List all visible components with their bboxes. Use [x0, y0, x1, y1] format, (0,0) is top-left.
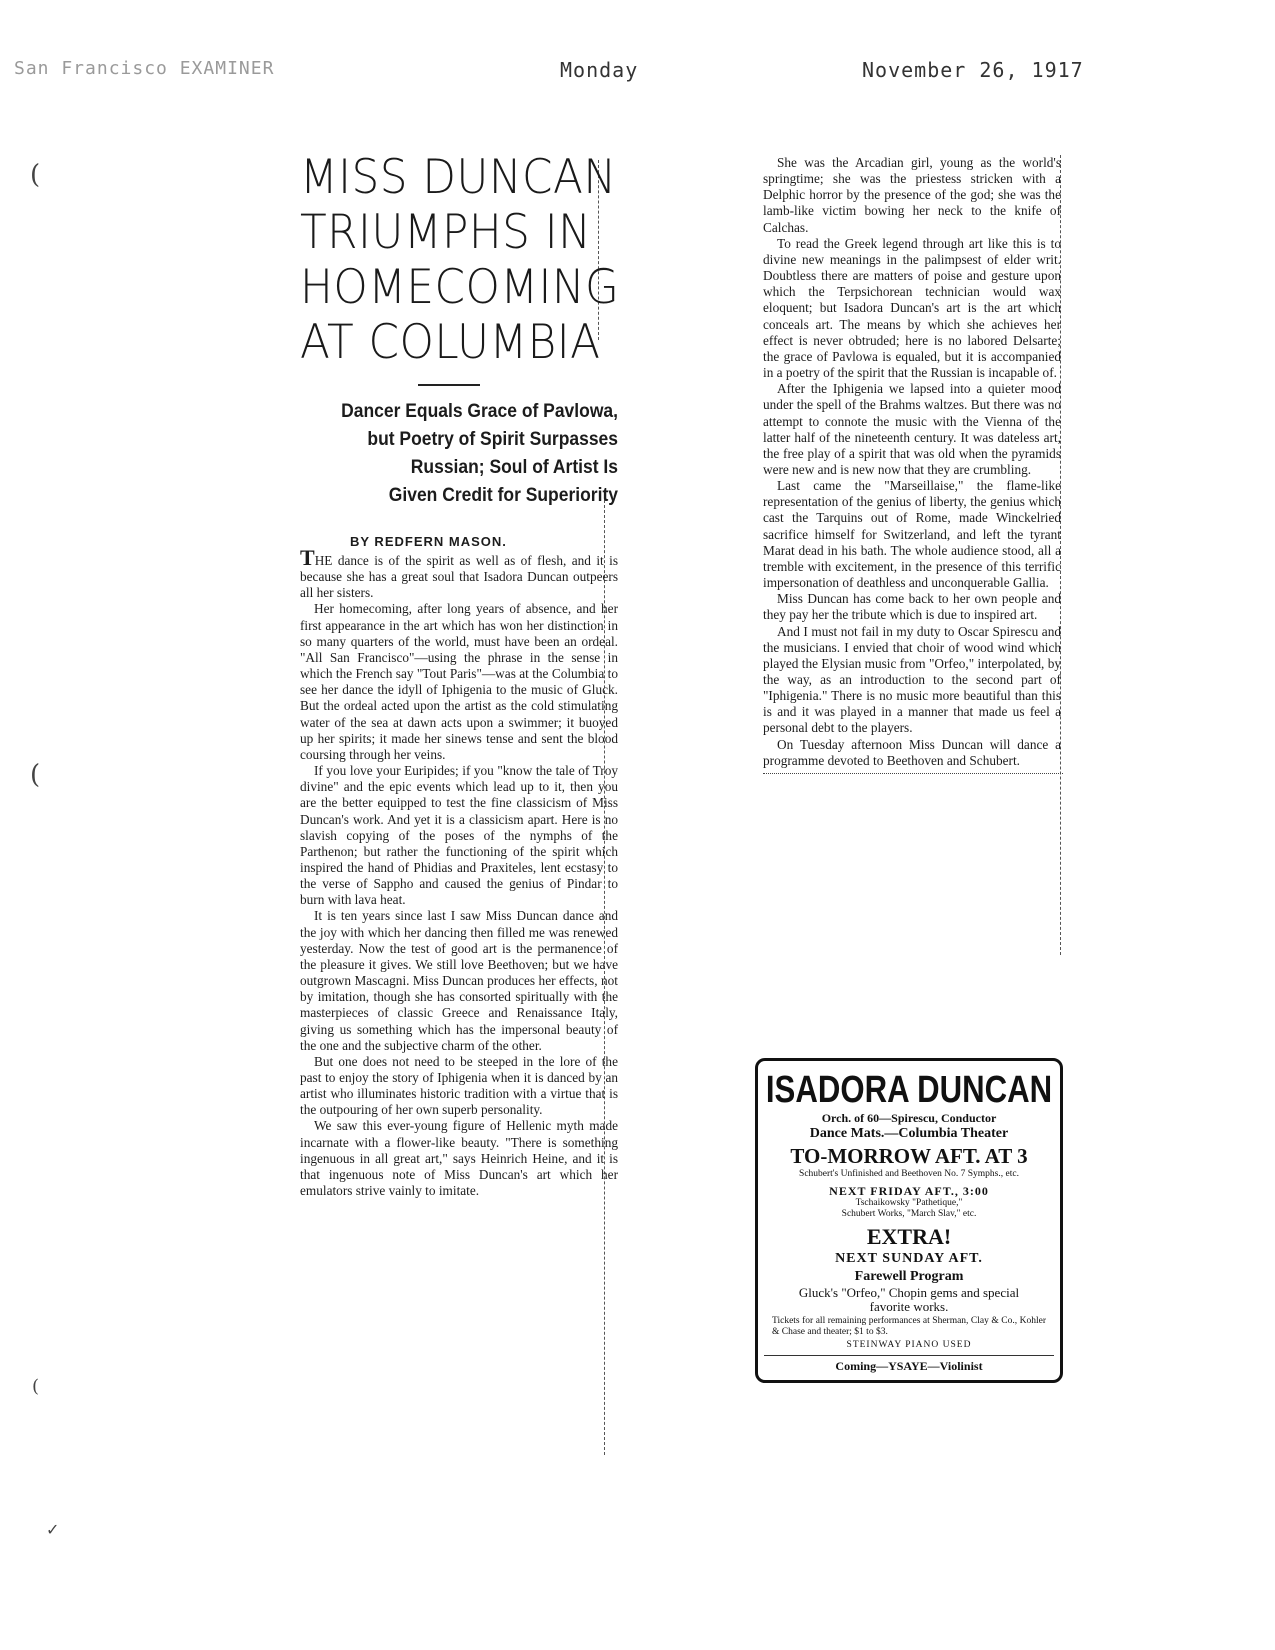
- ad-title: ISADORA DUNCAN: [765, 1069, 1053, 1111]
- scan-mark: (: [32, 1376, 40, 1397]
- article-paragraph: Her homecoming, after long years of absence, and her first appearance in the art which has won her distinction in so many quarters of the world, must have been an ordeal. "All San Francisco"—using the phrase in the sense in which the French say "Tout Paris"—was at the Columbia to see her dance the idyll of Iphigenia to the music of Gluck. But the ordeal acted upon the artist as the cold stimulating water of the sea at dawn acts upon a swimmer; it buoyed up her spirits; it made her sinews tense and sent the blood coursing through her veins.: [300, 601, 618, 762]
- drop-cap: T: [300, 545, 315, 570]
- ad-orchestra: Orch. of 60—Spirescu, Conductor: [821, 1111, 997, 1125]
- article-left-column: [300, 150, 618, 1199]
- subhead-line: Russian; Soul of Artist Is: [410, 457, 618, 478]
- article-body-left: [300, 545, 618, 1199]
- subheadline: [325, 398, 618, 510]
- newspaper-source: San Francisco EXAMINER: [14, 58, 275, 79]
- article-paragraph: Miss Duncan has come back to her own people and they pay her the tribute which is due to inspired art.: [763, 591, 1061, 623]
- article-paragraph: To read the Greek legend through art like this is to divine new meanings in the palimpsest of elder writ. Doubtless there are matters of poise and gesture upon which the Terpsichorean technician would wax eloquent; but Isadora Duncan's art is the art which conceals art. The means by which she achieves her effect is never obtruded; here is no labored Delsarte; the grace of Pavlowa is equaled, but it is accompanied in a poetry of the spirit that the Russian is incapable of.: [763, 235, 1061, 381]
- ad-next-friday: NEXT FRIDAY AFT., 3:00: [829, 1184, 989, 1198]
- article-paragraph: She was the Arcadian girl, young as the world's springtime; she was the priestess stricken with a Delphic horror by the presence of the god; she was the lamb-like victim bowing her neck to the knife of Calchas.: [763, 155, 1061, 235]
- ad-sunday-program: Gluck's "Orfeo," Chopin gems and special favorite works.: [798, 1285, 1020, 1314]
- subhead-line: but Poetry of Spirit Surpasses: [367, 429, 618, 450]
- byline: BY REDFERN MASON.: [350, 534, 507, 549]
- ad-tomorrow: TO-MORROW AFT. AT 3: [790, 1144, 1028, 1168]
- article-paragraph: THE dance is of the spirit as well as of flesh, and it is because she has a great soul that Isadora Duncan outpeers all her sisters.: [300, 545, 618, 601]
- ad-tickets: Tickets for all remaining performances at Sherman, Clay & Co., Kohler & Chase and theater; $1 to $3.: [772, 1316, 1046, 1337]
- scan-mark: (: [30, 760, 41, 790]
- article-paragraph: Last came the "Marseillaise," the flame-like representation of the genius of liberty, the genius which cast the Tarquins out of Rome, made Winckelried sacrifice himself for Switzerland, and left the tyrant Marat dead in his bath. The whole audience stood, all a tremble with excitement, in the presence of this terrific impersonation of deathless and unconquerable Gallia.: [763, 478, 1061, 591]
- headline-line: MISS DUNCAN: [300, 150, 617, 205]
- concert-advertisement: [755, 1058, 1063, 1383]
- article-paragraph: We saw this ever-young figure of Hellenic myth made incarnate with a flower-like beauty. "There is something ingenuous in all great art," says Heinrich Heine, and it is that ingenuous note of Miss Duncan's art which her emulators strive vainly to imitate.: [300, 1118, 618, 1199]
- subhead-line: Given Credit for Superiority: [388, 485, 618, 506]
- ad-coming: Coming—YSAYE—Violinist: [764, 1355, 1054, 1374]
- article-paragraph: And I must not fail in my duty to Oscar Spirescu and the musicians. I envied that choir of wood wind which played the Elysian music from "Orfeo," interpolated, by the way, as an introduction to the second part of "Iphigenia." There is no music more beautiful than this is and it was played in a manner that made us feel a personal debt to the players.: [763, 623, 1061, 736]
- headline-line: HOMECOMING: [300, 260, 620, 315]
- headline-line: TRIUMPHS IN: [300, 205, 592, 260]
- ad-friday-program: Tschaikowsky "Pathetique,": [855, 1198, 963, 1208]
- ad-next-sunday: NEXT SUNDAY AFT.: [835, 1251, 983, 1266]
- article-paragraph: It is ten years since last I saw Miss Duncan dance and the joy with which her dancing then filled me was renewed yesterday. Now the test of good art is the permanence of the pleasure it gives. We still love Beethoven; but we have outgrown Mascagni. Miss Duncan produces her effects, not by imitation, though she has consorted spiritually with the masterpieces of classic Greece and Renaissance Italy, giving us something which has the impersonal beauty of the one and the subjective charm of the other.: [300, 908, 618, 1053]
- headline: [300, 150, 620, 370]
- ad-venue: Dance Mats.—Columbia Theater: [809, 1126, 1009, 1141]
- clipping-date: November 26, 1917: [862, 58, 1084, 82]
- article-paragraph: After the Iphigenia we lapsed into a quieter mood under the spell of the Brahms waltzes. But there was no attempt to connote the music with the Vienna of the latter half of the nineteenth century. It was dateless art, the free play of a spirit that was old when the pyramids were new and is new now that they are crumbling.: [763, 381, 1061, 477]
- article-end-rule: [763, 773, 1063, 774]
- subhead-line: Dancer Equals Grace of Pavlowa,: [341, 401, 618, 422]
- scan-mark: (: [30, 160, 41, 190]
- ad-extra: EXTRA!: [866, 1224, 952, 1249]
- ad-farewell: Farewell Program: [854, 1269, 964, 1284]
- article-right-column: [763, 155, 1061, 774]
- clipping-day: Monday: [560, 58, 639, 82]
- scan-mark: ✓: [46, 1520, 60, 1539]
- article-paragraph: But one does not need to be steeped in the lore of the past to enjoy the story of Iphigenia when it is danced by an artist who illuminates historic tradition with a virtue that is the outpouring of her own superb personality.: [300, 1053, 618, 1118]
- headline-divider: [418, 384, 480, 386]
- ad-tomorrow-program: Schubert's Unfinished and Beethoven No. 7 Symphs., etc.: [799, 1169, 1019, 1179]
- headline-line: AT COLUMBIA: [300, 315, 601, 370]
- article-paragraph: On Tuesday afternoon Miss Duncan will dance a programme devoted to Beethoven and Schubert.: [763, 736, 1061, 768]
- ad-friday-program: Schubert Works, "March Slav," etc.: [841, 1209, 977, 1219]
- ad-piano: STEINWAY PIANO USED: [846, 1340, 972, 1350]
- article-body-right: [763, 155, 1061, 769]
- article-paragraph: If you love your Euripides; if you "know the tale of Troy divine" and the epic events which lead up to it, then you are the better equipped to test the fine classicism of Miss Duncan's work. And yet it is a classicism apart. Here is no slavish copying of the poses of the nymphs of the Parthenon; but rather the functioning of the spirit which inspired the hand of Phidias and Praxiteles, lent ecstasy to the verse of Sappho and caused the genius of Pindar to burn with lava heat.: [300, 763, 618, 908]
